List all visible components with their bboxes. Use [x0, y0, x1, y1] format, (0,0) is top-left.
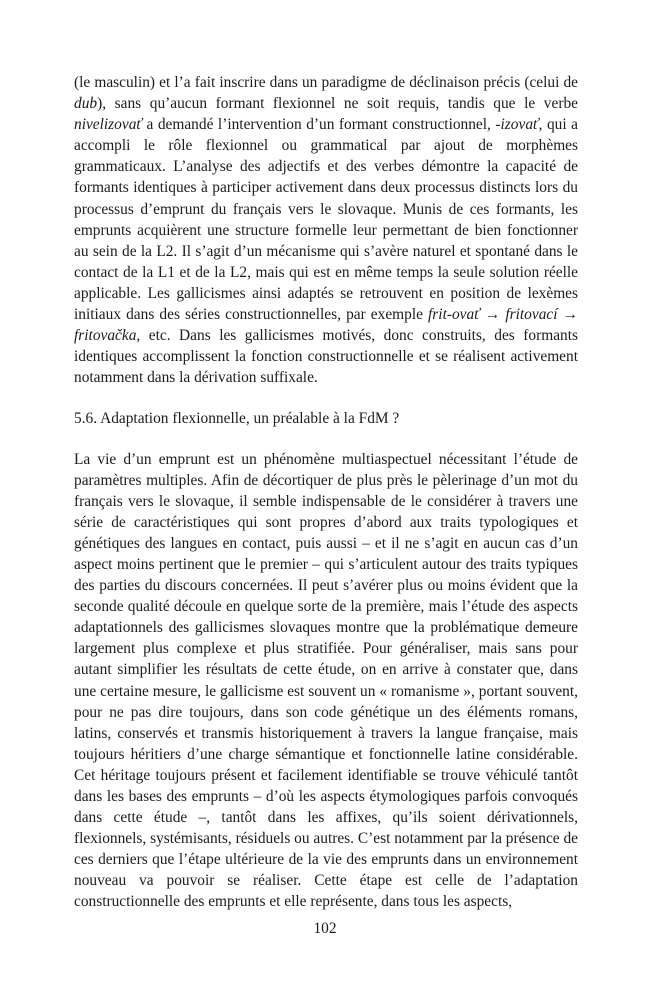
- paragraph-text-segment: (le masculin) et l’a fait inscrire dans un paradigme de déclinaison précis (celui de: [74, 74, 578, 91]
- page-number: 102: [313, 920, 337, 937]
- paragraph-text-segment: a demandé l’intervention d’un formant constructionnel,: [142, 116, 496, 134]
- italic-term-dub: dub: [74, 95, 98, 113]
- paragraph-continuation: [74, 72, 578, 388]
- paragraph-text-segment: ), sans qu’aucun formant flexionnel ne soit requis, tandis que le verbe: [97, 95, 578, 113]
- italic-term-nivelizovat: nivelizovať: [74, 116, 142, 134]
- paragraph-main: La vie d’un emprunt est un phénomène multiaspectuel nécessitant l’étude de paramètres multiples. Afin de décortiquer de plus près le pèlerinage d’un mot du français vers le slovaque, il semble indispensable de le considérer à travers une série de caractéristiques qui sont propres d’abord aux traits typologiques et génétiques des langues en contact, puis aussi – et il ne s’agit en aucun cas d’un aspect moins pertinent que le premier – qui s’articulent autour des traits typiques des parties du discours concernées. Il peut s’avérer plus ou moins évident que la seconde qualité découle en quelque sorte de la première, mais l’étude des aspects adaptationnels des gallicismes slovaques montre que la problématique demeure largement plus complexe et plus stratifiée. Pour généraliser, mais sans pour autant simplifier les résultats de cette étude, on en arrive à constater que, dans une certaine mesure, le gallicisme est souvent un « romanisme », portant souvent, pour ne pas dire toujours, dans son code génétique un des éléments romans, latins, conservés et transmis historiquement à travers la langue française, mais toujours héritiers d’une charge sémantique et fonctionnelle latine considérable. Cet héritage toujours présent et facilement identifiable se trouve véhiculé tantôt dans les bases des emprunts – d’où les aspects étymologiques parfois convoqués dans cette étude –, tantôt dans les affixes, qu’ils soient dérivationnels, flexionnels, systémisants, résiduels ou autres. C’est notamment par la présence de ces derniers que l’étape ultérieure de la vie des emprunts dans un environnement nouveau va pouvoir se réaliser. Cette étape est celle de l’adaptation constructionnelle des emprunts et elle représente, dans tous les aspects,: [74, 450, 578, 911]
- page-body: [74, 72, 578, 913]
- italic-term-izovat: -izovať: [495, 116, 539, 134]
- paragraph-text-segment: , etc. Dans les gallicismes motivés, donc construits, des formants identiques accomplissent la fonction constructionnelle et se réalisent activement notamment dans la dérivation suffixale.: [74, 327, 578, 387]
- italic-term-fritovat-series: frit-ovať → fritovací → fritovačka: [74, 306, 578, 345]
- paragraph-text-segment: , qui a accompli le rôle flexionnel ou grammatical par ajout de morphèmes grammaticaux. L’analyse des adjectifs et des verbes démontre la capacité de formants identiques à participer activement dans deux processus distincts lors du processus d’emprunt du français vers le slovaque. Munis de ces formants, les emprunts acquièrent une structure formelle leur permettant de bien fonctionner au sein de la L2. Il s’agit d’un mécanisme qui s’avère naturel et spontané dans le contact de la L1 et de la L2, mais qui est en même temps la seule solution réelle applicable. Les gallicismes ainsi adaptés se retrouvent en position de lexèmes initiaux dans des séries constructionnelles, par exemple: [74, 116, 578, 324]
- section-heading: 5.6. Adaptation flexionnelle, un préalable à la FdM ?: [74, 410, 400, 428]
